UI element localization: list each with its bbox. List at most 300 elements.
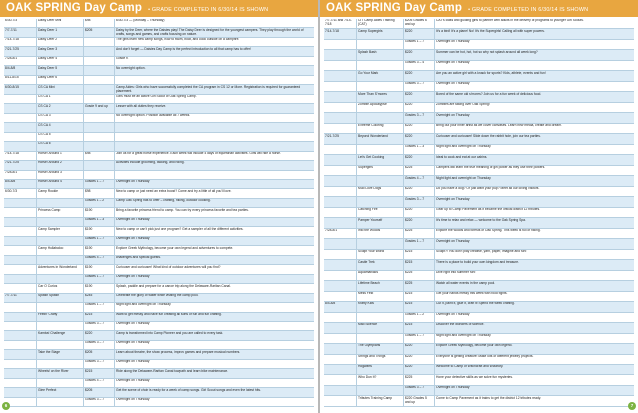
price-grade: Grades 4 – 7 (404, 176, 435, 185)
price-grade (84, 171, 115, 179)
program-description: Overnight on Thursday (116, 378, 150, 383)
program-name: Go Your Mark (357, 71, 404, 80)
session-dates: 7/14-7/18 (324, 29, 357, 38)
table-row (4, 85, 314, 94)
program-name (357, 113, 404, 122)
program-description: Overnight on Thursday (436, 113, 470, 117)
table-row (324, 281, 634, 291)
table-row (4, 237, 314, 246)
session-dates (4, 379, 37, 387)
price-grade (84, 161, 115, 169)
price-grade (84, 47, 115, 55)
session-dates (324, 145, 357, 154)
table-row (324, 103, 634, 113)
table-row (324, 271, 634, 281)
session-dates (324, 344, 357, 353)
program-description: Summer can be hot, hot, hot so why not splash around all week long? (436, 50, 538, 54)
session-dates (324, 113, 357, 122)
session-dates (324, 82, 357, 91)
table-row (4, 369, 314, 378)
table-row (324, 124, 634, 134)
program-name: Horse! Around 4 (37, 180, 84, 188)
price-grade: $225 (404, 229, 435, 238)
price-grade: $225 (404, 166, 435, 175)
session-dates (324, 50, 357, 59)
program-description: Overnight on Thursday (116, 274, 150, 279)
price-grade (84, 95, 115, 103)
program-name: Mud Love Dogs (357, 187, 404, 196)
session-dates (4, 369, 37, 377)
program-name: Splash Splash (37, 294, 84, 302)
price-grade: Grades 1 – 7 (404, 239, 435, 248)
program-description: Join us for a great horse experience. Each week will include 4 days of equestrian activities. Girls will ride a horse. (116, 151, 281, 155)
left-subtitle: • GRADE COMPLETED IN 6/30/14 IS SHOWN (148, 7, 269, 13)
program-description: New to camp or just need an extra boost? Come and try a little of all you’ll love. (116, 189, 232, 193)
session-dates: 7/21-7/25 (4, 47, 37, 55)
program-name: CS CA Mini (37, 85, 84, 93)
session-dates: 8/11-8/15 (4, 76, 37, 84)
program-description: Sculpt?! You don’t play creative, yarn, paper, imagine and fun! (436, 249, 527, 254)
program-name: Extreme Coloring (357, 124, 404, 133)
program-description: Daisy by the Deer, where the Daisies play! The Daisy Deer is designed for the youngest campers. They play through the world of crafts, songs and games, and crafts focusing on nature. (116, 28, 304, 36)
price-grade: $215 (404, 250, 435, 259)
program-name (357, 145, 404, 154)
program-description: Explore Greek Mythology, become your own legend. (436, 344, 513, 348)
price-grade: Grades 1 – 7 (404, 40, 435, 49)
table-row (4, 303, 314, 312)
price-grade: $215 (84, 369, 115, 377)
price-grade: $215 (404, 292, 435, 301)
table-row (4, 76, 314, 85)
program-name (357, 197, 404, 206)
table-row (324, 176, 634, 186)
program-description: Dive right into summer fun! (436, 270, 476, 275)
program-name (357, 82, 404, 91)
program-description: Overnight on Thursday (116, 359, 150, 364)
session-dates (4, 227, 37, 235)
program-name: Daisy Deer 2 (37, 38, 84, 46)
price-grade: $205 (84, 350, 115, 358)
session-dates (4, 303, 37, 311)
table-row (4, 360, 314, 369)
program-description: Get your hands messy this week with food fights. (436, 291, 508, 295)
price-grade: $220 (404, 50, 435, 59)
price-grade: $220 (404, 155, 435, 164)
table-row (324, 292, 634, 302)
table-row (324, 250, 634, 260)
program-description: Get the scene of choir is ready for a week of camp songs. Girl Scout songs and even the latest hits. (116, 388, 261, 392)
program-name: Mess Fest (357, 292, 404, 301)
program-description: Curiouser and curiouser! Slide down the rabbit hole, join our tea parties. (436, 134, 541, 138)
price-grade: Grades 3 – 7 (404, 82, 435, 91)
program-description: Camp Oak Spring has to offer – crafting, hiking, outdoor cooking. (116, 198, 211, 203)
session-dates (4, 331, 37, 339)
program-description: Night light and overnight on Thursday (436, 176, 491, 180)
session-dates (4, 114, 37, 122)
price-grade: Grades 1 – 7 (404, 334, 435, 343)
program-description: Camp is transformed into Camp Pioneer and you are called to every task. (116, 331, 224, 335)
price-grade: $220 (404, 134, 435, 143)
session-dates (4, 208, 37, 216)
right-page-number: 7 (628, 402, 636, 410)
table-row (324, 92, 634, 102)
table-row (4, 265, 314, 274)
program-description: Overnight on Thursday (116, 322, 150, 326)
program-name: Supergirls (357, 166, 404, 175)
program-description: Overnight on Thursday (436, 60, 470, 65)
program-description: The girls learn new camp songs, how to swim, boat, and cook outside on a campfire. (116, 37, 240, 42)
table-row (324, 155, 634, 165)
program-name: Princess Camp (37, 208, 84, 216)
price-grade (84, 85, 115, 93)
table-row (4, 28, 314, 37)
program-name: Camp Supergirls (357, 29, 404, 38)
session-dates (324, 103, 357, 112)
right-schedule-table (324, 19, 634, 407)
right-header (320, 0, 638, 17)
session-dates (324, 239, 357, 248)
program-name: Daisy Deer 5 (37, 66, 84, 74)
price-grade: $220 (404, 29, 435, 38)
price-grade: Grades 1 – 7 (84, 303, 115, 311)
program-name: Castle Trek (357, 260, 404, 269)
program-description: CAT’s class and guiding girls to partner with adults in the delivery of programs to younger Girl Scouts. (436, 19, 584, 23)
price-grade: $98 (84, 19, 115, 27)
program-name: CS CA 4 (37, 123, 84, 131)
session-dates: 8/4-8/8 (4, 180, 37, 188)
table-row (4, 331, 314, 340)
price-grade: Grades 1 – 2 (84, 199, 115, 207)
table-row (324, 82, 634, 92)
session-dates (4, 275, 37, 283)
program-description: It’s time to relax and relax — welcome to the Oak Spring Spa. (436, 218, 526, 222)
table-row (4, 218, 314, 227)
program-name (37, 237, 84, 245)
program-description: Zombies are taking over Oak Spring! (436, 102, 490, 107)
left-schedule-table (4, 19, 314, 407)
program-name: Camp Sampler (37, 227, 84, 235)
session-dates (324, 250, 357, 259)
program-description: Bored of the same old s’mores? Join us for a fun week of delicious food. (436, 92, 542, 96)
program-name (37, 303, 84, 311)
program-name: Strings and Things (357, 355, 404, 364)
right-subtitle: • GRADE COMPLETED IN 6/30/14 IS SHOWN (468, 7, 589, 13)
price-grade: $215 (404, 260, 435, 269)
session-dates: 7/14-7/18 (4, 152, 37, 160)
session-dates: 8/4-8/8 (4, 66, 37, 74)
program-description: Hone your detective skills as we solve fun mysteries. (436, 375, 513, 379)
session-dates (4, 199, 37, 207)
table-row (4, 227, 314, 236)
price-grade: Grades 1 – 2 (404, 313, 435, 322)
session-dates (4, 265, 37, 273)
program-description: Overnight on Thursday (116, 179, 150, 184)
price-grade: $205 Grades 6 and up (404, 19, 435, 28)
program-name: Car O Curios (37, 284, 84, 292)
table-row (324, 166, 634, 176)
price-grade (84, 57, 115, 65)
table-row (4, 161, 314, 170)
price-grade: $220 (404, 365, 435, 374)
session-dates: 7/28-8/1 (4, 57, 37, 65)
price-grade: $190 (84, 246, 115, 254)
price-grade: Grades 4 – 7 (84, 379, 115, 387)
program-name (357, 239, 404, 248)
table-row (324, 197, 634, 207)
session-dates (324, 218, 357, 227)
table-row (324, 313, 634, 323)
program-name: Take the Stage (37, 350, 84, 358)
table-row (4, 19, 314, 28)
table-row (324, 396, 634, 406)
program-description: No overnight option. Position available all 7 weeks. (116, 113, 191, 118)
program-description: Watch all water events in the camp pool. (436, 281, 496, 285)
program-description (115, 123, 314, 131)
price-grade: Grades 3 – 7 (84, 360, 115, 368)
session-dates (4, 256, 37, 264)
table-row (4, 38, 314, 47)
price-grade: Grades 1 – 3 (84, 218, 115, 226)
table-row (324, 355, 634, 365)
table-row (4, 208, 314, 217)
session-dates: 6/30-7/3 (4, 19, 37, 27)
price-grade: $190 (84, 227, 115, 235)
program-description: Explore the woods and forests of Oak Spring. This week is full of hiking. (436, 228, 541, 233)
program-description (115, 142, 314, 150)
table-row (4, 275, 314, 284)
price-grade (84, 66, 115, 74)
table-row (324, 365, 634, 375)
price-grade: $225 (404, 281, 435, 290)
program-name: Pamper Yourself (357, 218, 404, 227)
left-title: OAK SPRING Day Camp (6, 2, 143, 14)
table-row (324, 145, 634, 155)
program-name: Zombie Apocalypse (357, 103, 404, 112)
program-description: Overnight on Thursday (116, 397, 150, 402)
session-dates (324, 92, 357, 101)
program-description: Overnight on Thursday (436, 312, 470, 316)
program-name: Glee Perfect (37, 388, 84, 396)
table-row (4, 152, 314, 161)
table-row (324, 208, 634, 218)
program-description (115, 133, 314, 141)
program-name: Lifetime Beach (357, 281, 404, 290)
program-description: Overnight on Thursday (436, 197, 470, 201)
program-description: Discover the wonders of science. (436, 323, 485, 327)
session-dates (4, 95, 37, 103)
session-dates (324, 124, 357, 133)
table-row (4, 313, 314, 322)
table-row (4, 133, 314, 142)
table-row (324, 302, 634, 312)
program-name: Horse! Around 1 (37, 152, 84, 160)
program-description: Overnight on Thursday (436, 385, 470, 390)
program-description: And don’t forget — Daisies Day Camp is the perfect introduction to all that camp has to offer! (116, 47, 251, 51)
program-name: Catching Fire (357, 208, 404, 217)
price-grade (84, 114, 115, 122)
table-row (4, 180, 314, 189)
price-grade: $190 (84, 284, 115, 292)
program-name (37, 379, 84, 387)
session-dates (4, 313, 37, 321)
price-grade (84, 76, 115, 84)
price-grade: Grades 3 – 4 (404, 61, 435, 70)
program-name: Tributes Training Camp (357, 396, 404, 405)
session-dates: 7/28-8/1 (4, 171, 37, 179)
table-row (324, 334, 634, 344)
program-description: Cut it, paint it, glue it, craft it! Spend the week crafting. (436, 302, 515, 306)
program-name: More Than S’mores (357, 92, 404, 101)
program-description: Grade K (116, 56, 129, 61)
program-name (37, 256, 84, 264)
session-dates (324, 375, 357, 384)
session-dates (4, 133, 37, 141)
program-description: Overnight on Thursday (116, 217, 150, 222)
price-grade: $98 (84, 152, 115, 160)
right-page (320, 0, 638, 413)
price-grade: Grades 3 – 7 (84, 322, 115, 330)
program-description: Are you an active girl with a knack for sports? Kids, athlete, events and fun! (436, 71, 546, 75)
table-row (324, 113, 634, 123)
session-dates (324, 396, 357, 405)
session-dates (324, 155, 357, 164)
price-grade: Grades 3 – 7 (404, 386, 435, 395)
price-grade: $225 (404, 375, 435, 384)
program-name: CS CA 1 (37, 95, 84, 103)
program-name: CS CA 2 (37, 104, 84, 112)
program-name: CS CA 5 (37, 133, 84, 141)
price-grade: $220 (404, 218, 435, 227)
price-grade: $220 Grades 5 and up (404, 396, 435, 405)
price-grade: $220 (404, 92, 435, 101)
program-name (37, 360, 84, 368)
table-row (324, 29, 634, 39)
program-name: Daisy Deer Mini (37, 19, 84, 27)
session-dates (324, 40, 357, 49)
session-dates (4, 388, 37, 396)
table-row (324, 40, 634, 50)
program-description: Want to get messy and have fun creating all sorts of fun and fun crafting. (116, 312, 222, 316)
table-row (4, 322, 314, 331)
program-name: The Olympians (357, 344, 404, 353)
program-description: Curiouser and curiouser! What kind of outdoor adventures will you find? (116, 265, 221, 269)
program-name: Horse! Around 2 (37, 161, 84, 169)
program-description: Bring a favorite princess friend to camp. You can try every princess favorite and tea parties. (116, 208, 249, 212)
price-grade: Grades 1 – 7 (84, 180, 115, 188)
program-name: Let’s Get Cooking (357, 155, 404, 164)
session-dates (324, 271, 357, 280)
program-description: challenges and special guests. (116, 255, 161, 260)
table-row (4, 114, 314, 123)
session-dates (4, 218, 37, 226)
session-dates (4, 123, 37, 131)
program-name: Hogwarts (357, 365, 404, 374)
program-name: Splash Bash (357, 50, 404, 59)
program-description: Overnight on Thursday (116, 236, 150, 241)
table-row (4, 123, 314, 132)
session-dates (324, 260, 357, 269)
price-grade: $220 (404, 355, 435, 364)
price-grade: Grades 1 – 3 (404, 145, 435, 154)
price-grade: $245 (84, 294, 115, 302)
table-row (4, 104, 314, 113)
price-grade: $220 (404, 344, 435, 353)
price-grade: $220 (84, 331, 115, 339)
program-name (357, 176, 404, 185)
price-grade: $190 (84, 265, 115, 273)
program-name: Who Dun It? (357, 375, 404, 384)
program-description: Gear up to Camp Pavement as it became the official district 12 tributes. (436, 207, 541, 212)
table-row (324, 50, 634, 60)
session-dates (324, 208, 357, 217)
price-grade: Grades 3 – 7 (404, 113, 435, 122)
price-grade: $98 (84, 189, 115, 197)
price-grade (84, 38, 115, 46)
session-dates: 7/7-7/11 (4, 28, 37, 36)
program-name (357, 40, 404, 49)
session-dates: 6/30-7/3 (4, 189, 37, 197)
session-dates: 7/14-7/18 (4, 38, 37, 46)
program-name: Beyond Wonderland (357, 134, 404, 143)
session-dates (324, 365, 357, 374)
program-description: Night light and overnight on Thursday (116, 303, 171, 307)
price-grade: Grades 1 – 7 (84, 237, 115, 245)
program-description: Come to Camp Pavement as it trains to get the district 12 tributes ready. (436, 396, 542, 400)
left-page (0, 0, 318, 413)
price-grade: $205 (84, 388, 115, 396)
price-grade: $220 (404, 208, 435, 217)
session-dates: 7/28-8/1 (324, 229, 357, 238)
table-row (324, 71, 634, 81)
session-dates (4, 142, 37, 150)
program-description: New to camp or can’t pick just one program? Get a sampler of all the different activities. (116, 227, 244, 231)
session-dates: 6/30-8/15 (4, 85, 37, 93)
program-name (37, 218, 84, 226)
left-header (0, 0, 318, 17)
program-name: CS CA 3 (37, 114, 84, 122)
program-description: Overnight on Thursday (436, 81, 470, 86)
program-name (37, 322, 84, 330)
program-description: Camp Aides: Girls who have successfully completed the CA program in CS 12 or More. Registration is required for guaranteed placement. (116, 85, 301, 93)
program-description: Night light and overnight on Thursday (436, 333, 491, 337)
program-description: Ideal to cook and eat at our cabins. (436, 155, 488, 159)
price-grade: Grades 3 – 7 (84, 341, 115, 349)
program-name (37, 341, 84, 349)
price-grade: Grades 1 – 7 (84, 275, 115, 283)
table-row (324, 19, 634, 29)
program-description: It’s a bird! It’s a plane! No! It’s the Supergirls! Calling all with super powers. (436, 29, 545, 33)
table-row (4, 350, 314, 359)
program-name (357, 313, 404, 322)
table-row (4, 66, 314, 75)
program-name: Aquamaniacs (357, 271, 404, 280)
program-name: CIT Camp Aides Training (CAT) (357, 19, 404, 28)
price-grade: Grades 3 – 7 (404, 197, 435, 206)
program-name: Wheels! on the River (37, 369, 84, 377)
table-row (4, 47, 314, 56)
session-dates (324, 71, 357, 80)
price-grade: $220 (404, 187, 435, 196)
program-name (37, 199, 84, 207)
program-description (115, 76, 314, 84)
table-row (4, 256, 314, 265)
price-grade: $220 (404, 124, 435, 133)
program-name (37, 398, 84, 406)
program-description: No overnight option. (116, 66, 146, 70)
table-row (4, 171, 314, 180)
table-row (4, 95, 314, 104)
session-dates (4, 246, 37, 254)
